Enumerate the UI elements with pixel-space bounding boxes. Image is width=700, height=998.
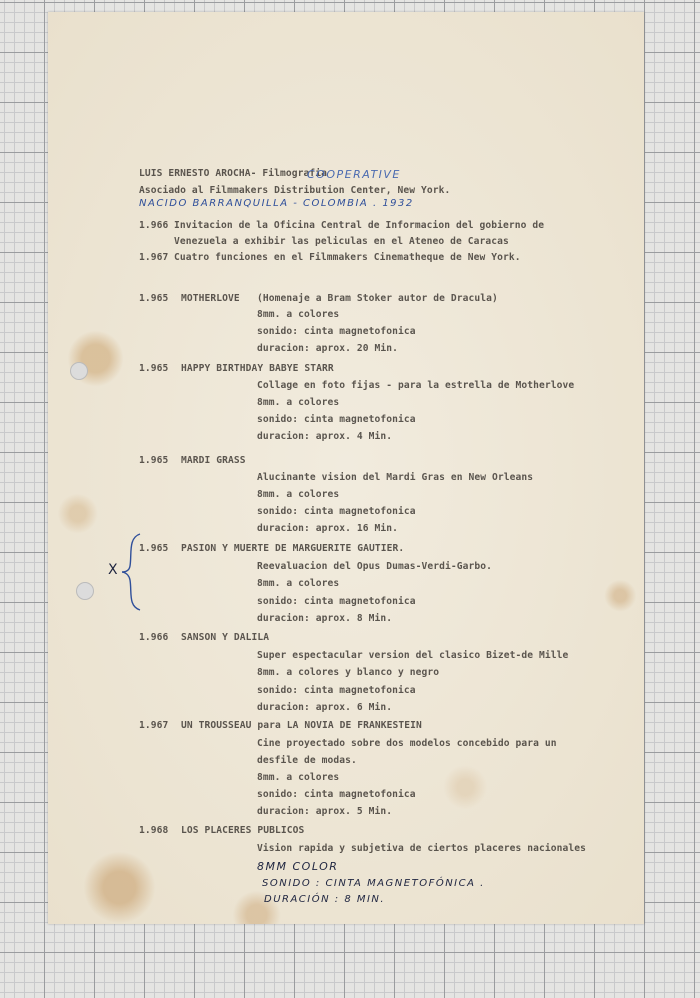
film-title: PASION Y MUERTE DE MARGUERITE GAUTIER. [181,543,405,554]
film-title: MOTHERLOVE [181,293,240,304]
film-desc: sonido: cinta magnetofonica [257,596,416,607]
film-title: SANSON Y DALILA [181,632,270,643]
film-year: 1.965 [139,543,169,554]
film-desc: sonido: cinta magnetofonica [257,789,416,800]
doc-title: LUIS ERNESTO AROCHA- Filmografia [139,168,328,179]
film-year: 1.965 [139,363,169,374]
film-desc: Reevaluacion del Opus Dumas-Verdi-Garbo. [257,561,493,572]
film-desc: Collage en foto fijas - para la estrella de Motherlove [257,380,575,391]
film-year: 1.967 [139,720,169,731]
event-text: Invitacion de la Oficina Central de Informacion del gobierno de [174,220,545,231]
film-year: 1.968 [139,825,169,836]
film-desc: sonido: cinta magnetofonica [257,685,416,696]
handwritten-x-mark: X [108,562,120,578]
film-desc: 8mm. a colores y blanco y negro [257,667,440,678]
handwritten-duration: DURACIÓN : 8 MIN. [264,894,386,905]
film-desc: 8mm. a colores [257,489,340,500]
film-desc: 8mm. a colores [257,578,340,589]
film-desc: 8mm. a colores [257,309,340,320]
film-title: UN TROUSSEAU para LA NOVIA DE FRANKESTEIN [181,720,422,731]
film-desc: Super espectacular version del clasico Bizet-de Mille [257,650,569,661]
event-text: Cuatro funciones en el Filmmakers Cinematheque de New York. [174,252,521,263]
punch-hole [76,582,94,600]
film-desc: Cine proyectado sobre dos modelos concebido para un [257,738,557,749]
film-desc: desfile de modas. [257,755,357,766]
film-desc: duracion: aprox. 20 Min. [257,343,399,354]
handwritten-format: 8MM COLOR [257,860,339,873]
film-desc: 8mm. a colores [257,397,340,408]
film-desc: sonido: cinta magnetofonica [257,326,416,337]
doc-assoc: Asociado al Filmmakers Distribution Center, New York. [139,185,451,196]
note-born: NACIDO BARRANQUILLA - COLOMBIA . 1932 [139,198,414,209]
note-cooperative: COOPERATIVE [307,168,401,181]
film-title: HAPPY BIRTHDAY BABYE STARR [181,363,334,374]
film-desc: Vision rapida y subjetiva de ciertos placeres nacionales [257,843,587,854]
film-desc: duracion: aprox. 6 Min. [257,702,393,713]
film-year: 1.965 [139,455,169,466]
film-year: 1.965 [139,293,169,304]
film-desc: sonido: cinta magnetofonica [257,414,416,425]
film-desc: duracion: aprox. 8 Min. [257,613,393,624]
handwritten-sound: SONIDO : CINTA MAGNETOFÓNICA . [262,878,485,889]
film-desc: sonido: cinta magnetofonica [257,506,416,517]
event-text: Venezuela a exhibir las peliculas en el Ateneo de Caracas [174,236,509,247]
event-year: 1.966 [139,220,169,231]
film-desc: duracion: aprox. 16 Min. [257,523,399,534]
film-title: MARDI GRASS [181,455,246,466]
film-desc: duracion: aprox. 5 Min. [257,806,393,817]
document-page [48,12,644,924]
event-year: 1.967 [139,252,169,263]
film-year: 1.966 [139,632,169,643]
film-title: LOS PLACERES PUBLICOS [181,825,305,836]
film-desc: (Homenaje a Bram Stoker autor de Dracula) [257,293,498,304]
punch-hole [70,362,88,380]
film-desc: duracion: aprox. 4 Min. [257,431,393,442]
film-desc: 8mm. a colores [257,772,340,783]
film-desc: Alucinante vision del Mardi Gras en New Orleans [257,472,534,483]
